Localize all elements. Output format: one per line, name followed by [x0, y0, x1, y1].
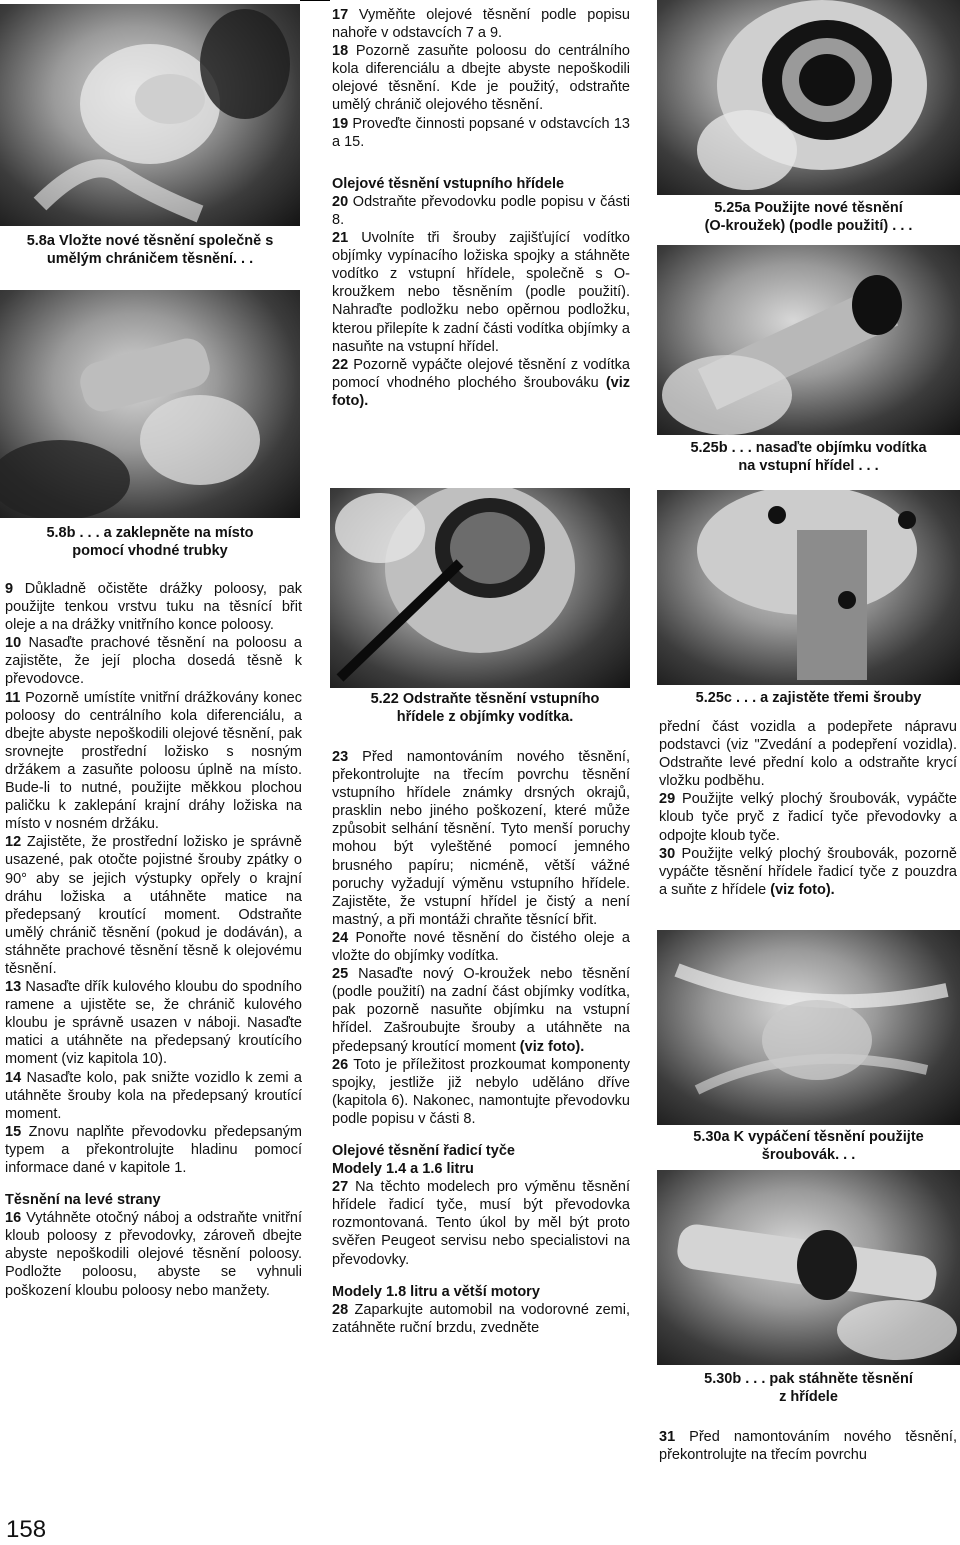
paragraph-15	[5, 1123, 302, 1177]
paragraph-text: Pozorně vypáčte olejové těsnění z vodítka pomocí vhodného plochého šroubováku	[332, 356, 630, 391]
caption-5-25c	[657, 689, 960, 707]
paragraph-number: 17	[332, 7, 349, 23]
paragraph-number: 10	[5, 635, 22, 652]
caption-line: šroubovák. . .	[761, 1147, 856, 1163]
caption-line: (O-kroužek) (podle použití) . . .	[704, 218, 913, 234]
guide-sleeve-photo-icon	[657, 245, 960, 435]
text-column-middle-top	[332, 6, 630, 410]
caption-line: 5.30a K vypáčení těsnění použijte	[693, 1129, 924, 1145]
caption-line: 5.25b . . . nasaďte objímku vodítka	[690, 440, 927, 456]
paragraph-text: Vyměňte olejové těsnění podle popisu nahoře v odstavcích 7 a 9.	[332, 7, 630, 42]
paragraph-number: 24	[332, 929, 349, 946]
paragraph-text: Ponořte nové těsnění do čistého oleje a vložte do objímky vodítka.	[332, 929, 630, 965]
paragraph-number: 30	[659, 845, 676, 862]
hand-seal-photo-icon	[0, 4, 300, 226]
photo-5-25a	[657, 0, 960, 195]
paragraph-text: Nasaďte prachové těsnění na poloosu a zajistěte, že její plocha dosedá těsně k převodovce.	[5, 635, 302, 688]
paragraph-number: 16	[5, 1210, 22, 1227]
caption-5-8a	[0, 232, 300, 268]
paragraph-text: Nasaďte nový O-kroužek nebo těsnění (podle použití) na zadní část objímky vodítka, pak pozorně nasuňte objímku na vstupní hřídel. Zašroubujte šrouby a utáhněte na předepsaný kroutící moment	[332, 966, 630, 1055]
paragraph-28-continued: přední část vozidla a podepřete nápravu podstavci (viz "Zvedání a podepření vozidla). Odstraňte levé přední kolo a odstraňte krycí vložku podběhu.	[659, 719, 957, 790]
text-column-right	[659, 718, 957, 899]
paragraph-text: Použijte velký plochý šroubovák, vypáčte kloub tyče pryč z řadicí tyče převodovky a odpojte kloub tyče.	[659, 791, 957, 844]
paragraph-text: Vytáhněte otočný náboj a odstraňte vnitřní kloub poloosy z převodovky, zároveň dbejte abyste nepoškodili olejové těsnění poloosy. Podložte poloosu, abyste se vyhnuli poškození kloubu poloosy nebo manžety.	[5, 1210, 302, 1299]
paragraph-text: Nasaďte kolo, pak snižte vozidlo k zemi a utáhněte šrouby kola na předepsaný kroutící moment.	[5, 1069, 302, 1122]
caption-5-25b	[657, 439, 960, 475]
paragraph-number: 25	[332, 966, 349, 983]
photo-5-30b	[657, 1170, 960, 1365]
caption-line: 5.30b . . . pak stáhněte těsnění	[704, 1371, 913, 1387]
text-column-left	[5, 580, 302, 1300]
subheading-models-1-8: Modely 1.8 litru a větší motory	[332, 1283, 540, 1300]
section-heading-input-shaft: Olejové těsnění vstupního hřídele	[332, 175, 565, 192]
paragraph-16	[5, 1209, 302, 1299]
paragraph-number: 28	[332, 1301, 349, 1318]
shaft-photo-icon	[657, 1170, 960, 1365]
caption-5-30b	[657, 1370, 960, 1406]
caption-line: hřídele z objímky vodítka.	[396, 709, 574, 725]
photo-reference: (viz foto).	[519, 1038, 585, 1055]
section-heading-left: Těsnění na levé strany	[5, 1192, 161, 1209]
paragraph-20	[332, 193, 630, 229]
photo-top-left-center	[300, 0, 330, 1]
paragraph-text: Nasaďte dřík kulového kloubu do spodního ramene a ujistěte se, že chránič kulového kloubu je správně usazen v náboji. Nasaďte matici a utáhněte na předepsaný kroutícího moment (viz kapitola 10).	[5, 979, 302, 1068]
paragraph-27	[332, 1178, 630, 1268]
caption-line: pomocí vhodné trubky	[72, 543, 228, 559]
paragraph-9	[5, 580, 302, 634]
paragraph-10	[5, 634, 302, 688]
paragraph-text: Na těchto modelech pro výměnu těsnění hřídele řadicí tyče, musí být převodovka rozmontovaná. Tento úkol by měl být proto svěřen Peugeot servisu nebo specialistovi na převodovky.	[332, 1179, 630, 1268]
caption-line: 5.25a Použijte nové těsnění	[714, 200, 903, 216]
photo-reference: (viz foto).	[332, 374, 630, 409]
caption-line: na vstupní hřídel . . .	[738, 458, 879, 474]
photo-5-25c	[657, 490, 960, 685]
paragraph-text: Uvolníte tři šrouby zajišťující vodítko objímky vypínacího ložiska spojky a stáhněte vodítko z vstupní hřídele, společně s O-kroužkem nebo těsněním (podle použití). Nahraďte podložku nebo opěrnou podložku, kterou přilepíte k zadní části vodítka objímky a nasuňte na vstupní hřídel.	[332, 230, 630, 355]
caption-5-22	[330, 690, 640, 726]
caption-line: 5.22 Odstraňte těsnění vstupního	[370, 691, 600, 707]
paragraph-number: 11	[5, 689, 21, 706]
paragraph-text: Zajistěte, že prostřední ložisko je správně usazené, pak otočte pojistné šrouby zpátky o 90° aby se jejich výstupky opřely o krajní dráhu ložiska a utáhněte matice na předepsaný kroutící moment. Odstraňte umělý chránič těsnění (pokud je dodáván), a stáhněte prachové těsnění těsně k olejovému těsnění.	[5, 834, 302, 977]
paragraph-19	[332, 115, 630, 151]
paragraph-number: 13	[5, 979, 22, 996]
photo-5-8a	[0, 4, 300, 226]
photo-5-22	[330, 488, 630, 688]
paragraph-number: 18	[332, 43, 349, 60]
paragraph-number: 20	[332, 193, 349, 210]
paragraph-text: Toto je příležitost prozkoumat komponenty spojky, jestliže již nebylo uděláno dříve (kapitola 6). Nakonec, namontujte převodovku podle popisu v části 8.	[332, 1056, 630, 1127]
paragraph-17	[332, 6, 630, 42]
text-column-right-bottom	[659, 1428, 957, 1464]
subheading-models-1-4: Modely 1.4 a 1.6 litru	[332, 1161, 474, 1178]
paragraph-text: Použijte velký plochý šroubovák, pozorně vypáčte těsnění hřídele řadicí tyče z pouzdra a suňte z hřídele	[659, 845, 957, 898]
paragraph-number: 19	[332, 115, 349, 132]
paragraph-text: Důkladně očistěte drážky poloosy, pak použijte tenkou vrstvu tuku na těsnící břit oleje a na drážky vnitřního konce poloosy.	[5, 581, 302, 634]
screwdriver-photo-icon	[657, 930, 960, 1125]
caption-line: z hřídele	[779, 1389, 838, 1405]
paragraph-text: Odstraňte převodovku podle popisu v části 8.	[332, 193, 630, 228]
paragraph-number: 14	[5, 1069, 22, 1086]
paragraph-22	[332, 356, 630, 410]
seal-fitting-photo-icon	[0, 290, 300, 518]
paragraph-29	[659, 790, 957, 844]
o-ring-photo-icon	[657, 0, 960, 195]
photo-reference: (viz foto).	[770, 881, 835, 898]
paragraph-text: Před namontováním nového těsnění, překontrolujte na třecím povrchu těsnění vstupního hřídele známky drsných okrajů, prasklin nebo jiného poškození, které může způsobit selhání těsnění. Tyto menší poruchy mohou být vyleštěné pomocí jemného brusného papíru; nicméně, větší vážné poruchy vyžadují výměnu vstupního hřídele. Zajistěte, že vstupní hřídel je čistý a není mastný, a při montáži chraňte těsnící břit.	[332, 749, 630, 928]
paragraph-number: 15	[5, 1123, 22, 1140]
paragraph-number: 31	[659, 1429, 676, 1445]
paragraph-12	[5, 833, 302, 978]
paragraph-11	[5, 689, 302, 834]
photo-5-25b	[657, 245, 960, 435]
paragraph-number: 12	[5, 834, 22, 851]
paragraph-text: Pozorně zasuňte poloosu do centrálního kola diferenciálu a dbejte abyste nepoškodili olejové těsnění. Kde je použitý, odstraňte umělý chránič olejového těsnění.	[332, 43, 630, 114]
paragraph-number: 29	[659, 791, 676, 808]
caption-5-25a	[657, 199, 960, 235]
paragraph-text: Před namontováním nového těsnění, překontrolujte na třecím povrchu	[659, 1429, 957, 1464]
photo-5-30a	[657, 930, 960, 1125]
caption-5-8b	[0, 524, 300, 560]
caption-line: 5.8a Vložte nové těsnění společně s	[26, 233, 274, 249]
seal-removal-photo-icon	[330, 488, 630, 688]
bolts-photo-icon	[657, 490, 960, 685]
caption-line: 5.25c . . . a zajistěte třemi šrouby	[695, 690, 922, 706]
caption-line: umělým chráničem těsnění. . .	[46, 251, 254, 267]
text-column-middle-bottom	[332, 748, 630, 1337]
paragraph-number: 27	[332, 1179, 349, 1196]
paragraph-14	[5, 1069, 302, 1123]
paragraph-number: 23	[332, 749, 349, 765]
paragraph-number: 21	[332, 230, 349, 247]
paragraph-text: Znovu naplňte převodovku předepsaným typem a překontrolujte hladinu pomocí informace dané v kapitole 1.	[5, 1123, 302, 1176]
paragraph-18	[332, 42, 630, 114]
paragraph-28	[332, 1301, 630, 1337]
paragraph-31	[659, 1428, 957, 1464]
paragraph-26	[332, 1056, 630, 1128]
paragraph-number: 9	[5, 581, 14, 597]
section-heading-shift-rod: Olejové těsnění řadicí tyče	[332, 1142, 515, 1159]
paragraph-number: 26	[332, 1056, 349, 1073]
paragraph-text: Zaparkujte automobil na vodorovné zemi, zatáhněte ruční brzdu, zvedněte	[332, 1301, 630, 1336]
paragraph-13	[5, 978, 302, 1068]
paragraph-23	[332, 748, 630, 929]
caption-line: 5.8b . . . a zaklepněte na místo	[46, 525, 254, 541]
page-number: 158	[6, 1516, 47, 1543]
caption-5-30a	[657, 1128, 960, 1164]
paragraph-25	[332, 965, 630, 1055]
photo-5-8b	[0, 290, 300, 518]
paragraph-30	[659, 845, 957, 899]
paragraph-text: Proveďte činnosti popsané v odstavcích 13 a 15.	[332, 115, 630, 150]
paragraph-21	[332, 229, 630, 356]
paragraph-24	[332, 929, 630, 965]
paragraph-text: Pozorně umístíte vnitřní drážkovány konec poloosy do centrálního kola diferenciálu, a dbejte abyste nepoškodili olejové těsnění, pak srovnejte prostřední ložisko s nosným držákem a zasuňte poloosu úplně na místo. Bude-li to nutné, použijte měkkou plochou paličku k zaklepání krajní dráhy ložiska na místo v nosném držáku.	[5, 689, 302, 833]
paragraph-number: 22	[332, 356, 349, 373]
